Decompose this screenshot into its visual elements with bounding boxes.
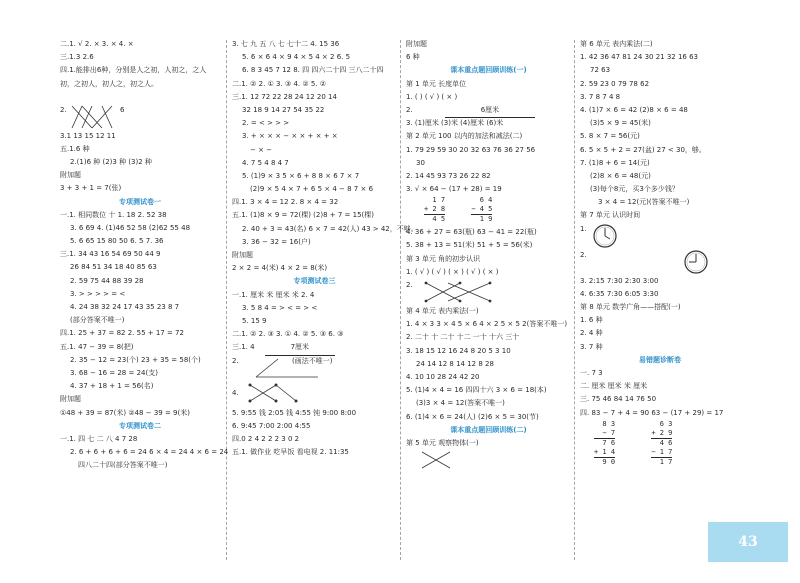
answer-line: 三.1.3 2.6 bbox=[60, 53, 94, 62]
question-number: 2. bbox=[232, 356, 239, 365]
answer-column-3 bbox=[406, 38, 571, 558]
segment-figure bbox=[246, 381, 306, 405]
answer-line: 5. 8 × 7 = 56(元) bbox=[580, 132, 640, 141]
answer-line: − × − bbox=[250, 145, 273, 154]
answer-line: 一. 7 3 bbox=[580, 368, 603, 377]
calc-row: 4 5 bbox=[424, 214, 445, 224]
answer-line: 五.1. (1)8 × 9 = 72(棵) (2)8 + 7 = 15(棵) bbox=[232, 211, 374, 220]
answer-line: 2. = < > > > bbox=[242, 119, 290, 128]
answer-line: (2)8 × 6 = 48(元) bbox=[590, 171, 651, 180]
answer-line: (3)每个8元，买3个多少钱？ bbox=[590, 185, 679, 194]
answer-line: 四.1. 25 + 37 = 82 2. 55 + 17 = 72 bbox=[60, 329, 184, 338]
answer-line: 4. 37 + 18 + 1 = 56(名) bbox=[70, 382, 154, 391]
answer-line: 30 bbox=[416, 158, 425, 167]
answer-line: 5. (1)4 × 4 = 16 四四十六 3 × 6 = 18(本) bbox=[406, 386, 547, 395]
length-label: 7厘米 bbox=[265, 341, 335, 355]
answer-column-4 bbox=[580, 38, 740, 558]
section-heading: 专项测试卷三 bbox=[293, 277, 336, 286]
answer-line: 72 63 bbox=[590, 66, 611, 75]
section-heading: 课本重点题回顾训练(二) bbox=[450, 425, 527, 434]
calc-row: + 2 9 bbox=[651, 428, 673, 437]
page-number: 43 bbox=[708, 522, 788, 562]
answer-line: 五.1. 47 − 39 = 8(把) bbox=[60, 342, 134, 351]
answer-line: 3. 36 − 32 = 16(户) bbox=[242, 237, 311, 246]
unit-heading: 第 3 单元 角的初步认识 bbox=[406, 254, 481, 263]
answer-line: ①48 + 39 = 87(米) ②48 − 39 = 9(米) bbox=[60, 408, 190, 417]
answer-line: 2. 4 种 bbox=[580, 329, 603, 338]
question-number: 2. bbox=[406, 281, 413, 289]
answer-line: (3)3 × 4 = 12(答案不唯一) bbox=[416, 399, 505, 408]
answer-line: 3. 5 8 4 = > < = > < bbox=[242, 303, 318, 312]
answer-line: 4. 6:35 7:30 6:05 3:30 bbox=[580, 289, 659, 298]
question-number: 1. bbox=[580, 224, 587, 233]
column-separator bbox=[400, 40, 401, 560]
calc-row: 6 4 bbox=[479, 196, 493, 205]
answer-line: 1. ( ) ( √ ) ( × ) bbox=[406, 92, 458, 101]
calc-row: 1 7 bbox=[651, 457, 672, 467]
answer-line: 二.1. ② 2. ③ 3. ① 4. ② 5. ③ 6. ③ bbox=[232, 330, 344, 339]
answer-line: 3. 2:15 7:30 2:30 3:00 bbox=[580, 276, 659, 285]
answer-line: 一.1. 相同数位 十 1. 18 2. 52 38 bbox=[60, 210, 167, 219]
unit-heading: 第 1 单元 长度单位 bbox=[406, 79, 467, 88]
answer-line: 五.1.6 种 bbox=[60, 144, 90, 153]
question-number: 三.1. 4 bbox=[232, 343, 255, 352]
answer-line: 2. 59 23 0 79 78 62 bbox=[580, 79, 650, 88]
answer-line: 1. ( √ ) ( √ ) ( × ) ( √ ) ( × ) bbox=[406, 267, 499, 276]
vertical-sum bbox=[424, 196, 445, 224]
unit-heading: 第 6 单元 表内乘法(二) bbox=[580, 40, 653, 48]
answer-line: 四.1. 3 × 4 = 12 2. 8 × 4 = 32 bbox=[232, 198, 339, 207]
calc-row: 4 6 bbox=[651, 438, 672, 448]
answer-line: (3)5 × 9 = 45(米) bbox=[590, 119, 651, 128]
ruler-line bbox=[232, 341, 397, 354]
calc-row: − 4 5 bbox=[471, 205, 493, 214]
answer-line: 5. 6 × 6 4 × 9 4 × 5 4 × 2 6. 5 bbox=[242, 53, 351, 62]
calc-row: + 1 4 bbox=[594, 447, 616, 456]
answer-line: 2. 59 75 44 88 39 28 bbox=[70, 276, 144, 285]
length-label: 6厘米 bbox=[445, 104, 535, 118]
answer-line: 4. 36 + 27 = 63(瓶) 63 − 41 = 22(瓶) bbox=[406, 228, 537, 237]
question-number: 2. bbox=[580, 250, 587, 259]
answer-line: 四.0 2 4 2 2 2 3 0 2 bbox=[232, 434, 300, 443]
calc-row: − 7 bbox=[602, 428, 616, 437]
answer-line: 6. 9:45 7:00 2:00 4:55 bbox=[232, 421, 311, 430]
answer-line: (2)9 × 5 4 × 7 + 6 5 × 4 − 8 7 × 6 bbox=[250, 185, 374, 194]
answer-line: 6. 8 3 45 7 12 8. 四 四六二十四 三八二十四 bbox=[242, 66, 384, 75]
answer-line: 5. 6 65 15 80 50 6. 5 7. 36 bbox=[70, 237, 164, 246]
answer-line: 5. 38 + 13 = 51(米) 51 + 5 = 56(米) bbox=[406, 241, 533, 250]
answer-line: 三.1. 34 43 16 54 69 50 44 9 bbox=[60, 250, 161, 259]
answer-line: 2. 二十 十 二十 十二 一十 十六 三十 bbox=[406, 333, 520, 342]
bonus-heading: 附加题 bbox=[60, 171, 81, 180]
calc-row: 1 7 bbox=[432, 196, 446, 205]
answer-column-1 bbox=[60, 38, 229, 558]
answer-line: 五.1. 做作业 吃早饭 看电视 2. 11:35 bbox=[232, 448, 349, 457]
answer-value: 6 bbox=[120, 105, 125, 114]
answer-line: 二.1. ② 2. ① 3. ③ 4. ② 5. ② bbox=[232, 79, 327, 88]
calc-row: 1 9 bbox=[471, 214, 492, 224]
unit-heading: 第 8 单元 数学广角——搭配(一) bbox=[580, 303, 681, 311]
clock-icon bbox=[592, 249, 712, 275]
answer-line: 1. 42 36 47 81 24 30 21 32 16 63 bbox=[580, 53, 699, 62]
note-text: (画法不唯一) bbox=[292, 356, 333, 365]
answer-line: 4. 24 38 32 24 17 43 35 23 8 7 bbox=[70, 303, 180, 311]
drawing-line bbox=[232, 381, 397, 407]
calc-row: 9 0 bbox=[594, 457, 615, 467]
angle-match-drawing bbox=[406, 279, 571, 305]
answer-line: 32 18 9 14 27 54 35 22 bbox=[242, 105, 325, 114]
vertical-calc-left bbox=[594, 420, 615, 467]
answer-line: 1. 4 × 3 3 × 4 5 × 6 4 × 2 5 × 5 2(答案不唯一) bbox=[406, 320, 568, 329]
section-heading: 专项测试卷一 bbox=[119, 197, 161, 206]
answer-line: 一.1. 四 七 二 八 4 7 28 bbox=[60, 434, 138, 443]
answer-line: 3. 6 69 4. (1)46 52 58 (2)62 55 48 bbox=[70, 223, 191, 232]
answer-line: 4. 7 5 4 8 4 7 bbox=[242, 158, 289, 167]
answer-line: 3. 7 种 bbox=[580, 342, 603, 351]
matching-diagram bbox=[60, 104, 220, 130]
answer-line: 5. (1)9 × 3 5 × 6 + 8 8 × 6 7 × 7 bbox=[242, 171, 360, 180]
answer-line: 3. 七 九 五 八 七 七十二 4. 15 36 bbox=[232, 40, 340, 48]
answer-line: 5. 9:55 钱 2:05 钱 4:55 钝 9:00 8:00 bbox=[232, 408, 357, 417]
answer-line: 1. 6 种 bbox=[580, 316, 603, 325]
calc-row: − 1 7 bbox=[651, 447, 673, 456]
answer-line: (部分答案不唯一) bbox=[70, 316, 125, 325]
answer-line: 二.1. √ 2. × 3. × 4. × bbox=[60, 40, 134, 48]
answer-line: 四. 83 − 7 + 4 = 90 63 − (17 + 29) = 17 bbox=[580, 408, 724, 417]
calc-row: + 2 8 bbox=[424, 205, 446, 214]
question-number: 2. bbox=[60, 105, 67, 114]
vertical-calculations bbox=[580, 420, 740, 468]
answer-line: 3. (1)厘米 (3)米 (4)厘米 (6)米 bbox=[406, 119, 504, 128]
column-separator bbox=[574, 40, 575, 560]
bonus-heading: 附加题 bbox=[406, 40, 427, 48]
answer-line: 6. (1)4 × 6 = 24(人) (2)6 × 5 = 30(节) bbox=[406, 412, 539, 421]
clock-question bbox=[580, 223, 740, 249]
answer-line: 2 × 2 = 4(米) 4 × 2 = 8(米) bbox=[232, 264, 328, 273]
calc-row: 7 6 bbox=[594, 438, 615, 448]
answer-line: 4. 10 10 28 24 42 20 bbox=[406, 372, 480, 381]
answer-line: 四.1.能排出6种，分别是人之初，人初之，之人初，之初人，初人之，初之人。 bbox=[60, 66, 207, 88]
answer-line: 2. 6 + 6 + 6 + 6 = 24 6 × 4 = 24 4 × 6 = 24 bbox=[70, 448, 229, 457]
unit-heading: 第 2 单元 100 以内的加法和减法(二) bbox=[406, 132, 523, 141]
clock-question bbox=[580, 249, 740, 275]
section-heading: 专项测试卷二 bbox=[119, 421, 161, 430]
crossing-lines-figure bbox=[420, 279, 510, 305]
line-match-figure bbox=[70, 104, 160, 130]
column-separator bbox=[226, 40, 227, 560]
ruler-line bbox=[406, 104, 571, 117]
vertical-calculations bbox=[406, 196, 571, 226]
answer-line: 4. (1)7 × 6 = 42 (2)8 × 6 = 48 bbox=[580, 105, 688, 114]
answer-line: 3. 7 8 7 4 8 bbox=[580, 92, 621, 101]
answer-line: 三.1. 12 72 22 28 24 12 20 14 bbox=[232, 92, 337, 101]
question-number: 2. bbox=[406, 105, 413, 114]
answer-line: 24 14 12 8 14 12 8 28 bbox=[416, 359, 494, 368]
cross-figure bbox=[420, 450, 460, 470]
answer-line: 6 种 bbox=[406, 53, 420, 62]
answer-line: 6. 5 × 5 + 2 = 27(盆) 27 < 30，够。 bbox=[580, 145, 706, 154]
answer-line: 3. 68 − 16 = 28 = 24(支) bbox=[70, 368, 158, 377]
answer-line: 3. + × × × − × × + × + × bbox=[242, 132, 338, 141]
answer-line: 一.1. 厘米 米 厘米 米 2. 4 bbox=[232, 290, 315, 299]
question-number: 4. bbox=[232, 388, 239, 397]
answer-line: 3 × 4 = 12(元)(答案不唯一) bbox=[598, 198, 690, 207]
observation-figure bbox=[406, 450, 571, 472]
answer-line: 3. √ × 64 − (17 + 28) = 19 bbox=[406, 185, 502, 194]
bonus-heading: 附加题 bbox=[232, 251, 253, 259]
bonus-heading: 附加题 bbox=[60, 395, 81, 404]
clock-icon bbox=[592, 223, 618, 249]
answer-line: 2. 40 + 3 = 43(名) 6 × 7 = 42(人) 43 > 42，不够。 bbox=[242, 224, 418, 233]
vertical-difference bbox=[471, 196, 492, 224]
answer-line: 四八二十四(部分答案不唯一) bbox=[78, 461, 168, 470]
unit-heading: 第 4 单元 表内乘法(一) bbox=[406, 307, 479, 315]
angle-drawing bbox=[232, 355, 397, 381]
answer-line: 2. 35 − 12 = 23(个) 23 + 35 = 58(个) bbox=[70, 355, 201, 364]
answer-line: 二. 厘米 厘米 米 厘米 bbox=[580, 382, 648, 391]
answer-line: 3.1 13 15 12 11 bbox=[60, 131, 116, 140]
answer-line: 3 + 3 + 1 = 7(张) bbox=[60, 184, 122, 193]
answer-line: 5. 15 9 bbox=[242, 316, 267, 325]
calc-row: 8 3 bbox=[602, 419, 616, 428]
answer-line: 2.(1)6 种 (2)3 种 (3)2 种 bbox=[70, 157, 152, 166]
answer-line: 三. 75 46 84 14 76 50 bbox=[580, 395, 657, 404]
answer-line: 26 84 51 34 18 40 85 63 bbox=[70, 263, 157, 272]
unit-heading: 第 7 单元 认识时间 bbox=[580, 211, 641, 220]
answer-line: 2. 14 45 93 73 26 22 82 bbox=[406, 171, 491, 180]
answer-line: 3. > > > > = < bbox=[70, 289, 126, 298]
answer-line: 7. (1)8 + 6 = 14(元) bbox=[580, 158, 650, 167]
section-heading: 课本重点题回顾训练(一) bbox=[450, 66, 527, 75]
answer-line bbox=[60, 90, 220, 103]
section-heading: 易错题诊断卷 bbox=[639, 355, 681, 364]
vertical-calc-right bbox=[651, 420, 672, 467]
answer-line: 1. 79 29 59 30 20 32 63 76 36 27 56 bbox=[406, 145, 536, 154]
calc-row: 6 3 bbox=[659, 419, 673, 428]
answer-line: 3. 18 15 12 16 24 8 20 5 3 10 bbox=[406, 346, 511, 355]
unit-heading: 第 5 单元 观察物体(一) bbox=[406, 438, 479, 447]
